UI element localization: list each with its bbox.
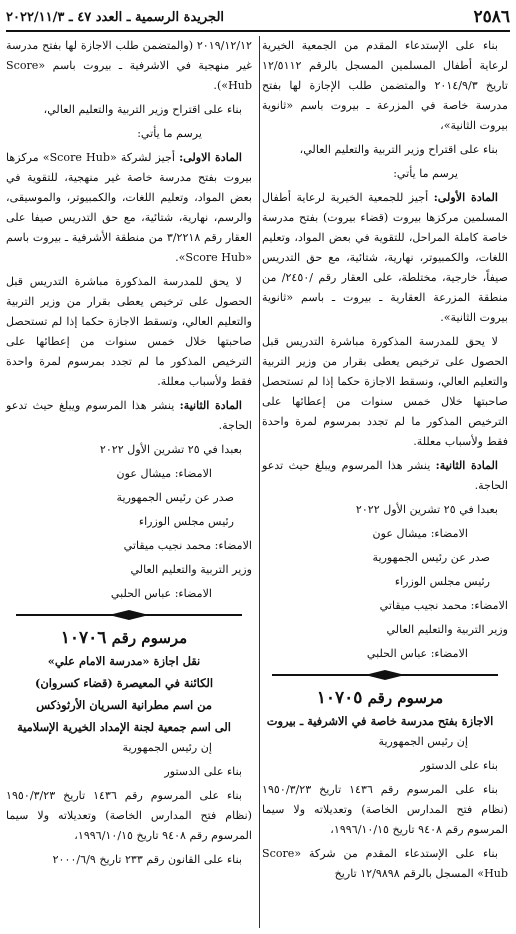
signature-line: الامضاء: ميشال عون (372, 527, 468, 540)
signature-line: رئيس مجلس الوزراء (394, 575, 490, 588)
left-column (6, 36, 252, 874)
article-text: ينشر هذا المرسوم ويبلغ حيث تدعو الحاجة. (262, 459, 508, 492)
paragraph: بناء على المرسوم رقم ١٤٣٦ تاريخ ١٩٥٠/٣/٢٣ (نظام فتح المدارس الخاصة) وتعديلاته ولا سيما المرسوم رقم ٩٤٠٨ تاريخ ١٩٩٦/١٠/١٥، (6, 789, 252, 842)
column-divider (259, 36, 260, 928)
article-label: المادة الأولى: (433, 191, 499, 204)
decree-title: مرسوم رقم ١٠٧٠٦ (60, 628, 188, 648)
article-1 (6, 148, 252, 268)
paragraph: يرسم ما يأتي: (137, 127, 202, 140)
decree-number: ١٠٧٠٦ (60, 628, 107, 648)
article-text: أجيز لشركة «Score Hub» مركزها بيروت بفتح مدرسة خاصة غير منهجية، للتقوية في بعض المواد، وتعليم اللغات، والكمبيوتر، والموسيقى، والرسم، نهارية، شتائية، مع حق التدريس صيفا على العقار رقم ٣/٢٢١٨ من منطقة الأشرفية ـ بيروت باسم «Score Hub». (6, 151, 252, 264)
date-line: بعبدا في ٢٥ تشرين الأول ٢٠٢٢ (99, 443, 242, 456)
signature-line: وزير التربية والتعليم العالي (386, 623, 508, 636)
article-1 (262, 188, 508, 328)
paragraph: إن رئيس الجمهورية (378, 735, 468, 748)
decree-subject: الى اسم جمعية لجنة الإمداد الخيرية الإسلامية (17, 720, 231, 734)
paragraph: بناء على اقتراح وزير التربية والتعليم العالي، (43, 103, 242, 116)
paragraph: لا يحق للمدرسة المذكورة مباشرة التدريس قبل الحصول على ترخيص يعطى بقرار من وزير التربية والتعليم العالي، وتسقط الاجازة حكما إذا لم تستحصل صاحبتها خلال خمس سنوات من إعطائها على الترخيص المذكور ما لم تجدد بمرسوم لمرة واحدة فقط ولأسباب معللة. (6, 275, 252, 388)
decree-subject: نقل اجازة «مدرسة الامام علي» (47, 654, 201, 668)
paragraph: بناء على اقتراح وزير التربية والتعليم العالي، (299, 143, 498, 156)
section-separator (262, 670, 508, 680)
paragraph: إن رئيس الجمهورية (122, 741, 212, 754)
paragraph: بناء على الإستدعاء المقدم من الجمعية الخيرية لرعاية أطفال المسلمين المسجل بالرقم ١٢/٥١١٢ تاريخ ٢٠١٤/٩/٣ والمتضمن طلب الإجازة لها بفتح مدرسة خاصة في المزرعة ـ بيروت باسم «ثانوية بيروت الثانية»، (262, 39, 508, 132)
signature-line: صدر عن رئيس الجمهورية (372, 551, 490, 564)
signature-line: رئيس مجلس الوزراء (138, 515, 234, 528)
signature-line: الامضاء: محمد نجيب ميقاتي (123, 539, 252, 552)
header-rule (6, 30, 510, 32)
article-label: المادة الاولى: (179, 151, 242, 164)
signature-line: وزير التربية والتعليم العالي (130, 563, 252, 576)
page-header (6, 6, 510, 28)
article-label: المادة الثانية: (179, 399, 242, 412)
paragraph: بناء على الإستدعاء المقدم من شركة «Score Hub» المسجل بالرقم ١٢/٩٨٩٨ تاريخ (262, 847, 508, 880)
article-2 (6, 396, 252, 436)
signature-line: الامضاء: ميشال عون (116, 467, 212, 480)
right-column (262, 36, 508, 888)
page-number: ٢٥٨٦ (473, 7, 510, 27)
paragraph: لا يحق للمدرسة المذكورة مباشرة التدريس قبل الحصول على ترخيص يعطى بقرار من وزير التربية والتعليم العالي، ونسقط الاجازة حكما إذا لم تستحصل صاحبتها خلال خمس سنوات من إعطائها على الترخيص المذكور ما لم تجدد بمرسوم لمرة واحدة فقط ولأسباب معللة. (262, 335, 508, 448)
date-line: بعبدا في ٢٥ تشرين الأول ٢٠٢٢ (355, 503, 498, 516)
paragraph: بناء على الدستور (420, 759, 498, 772)
article-label: المادة الثانية: (435, 459, 498, 472)
decree-number: ١٠٧٠٥ (316, 688, 363, 708)
paragraph: بناء على المرسوم رقم ١٤٣٦ تاريخ ١٩٥٠/٣/٢٣ (نظام فتح المدارس الخاصة) وتعديلاته ولا سيما المرسوم رقم ٩٤٠٨ تاريخ ١٩٩٦/١٠/١٥، (262, 783, 508, 836)
article-text: ينشر هذا المرسوم ويبلغ حيث تدعو الحاجة. (6, 399, 252, 432)
signature-line: الامضاء: عباس الحلبي (366, 647, 468, 660)
section-separator (6, 610, 252, 620)
signature-line: الامضاء: عباس الحلبي (110, 587, 212, 600)
decree-subject: الاجازة بفتح مدرسة خاصة في الاشرفية ـ بيروت (266, 714, 494, 728)
paragraph: بناء على القانون رقم ٢٣٣ تاريخ ٢٠٠٠/٦/٩ (52, 853, 242, 866)
article-text: أجيز للجمعية الخيرية لرعاية أطفال المسلمين مركزها بيروت (قضاء بيروت) بفتح مدرسة خاصة كاملة المراحل، للتقوية في بعض المواد، وتعليم اللغات، والكمبيوتر، نهارية، شتائية، مع حق التدريس صيفاً، خارجية، مختلطة، على العقار رقم /٢٤٥٠/ من منطقة المزرعة العقارية ـ بيروت ـ باسم «ثانوية بيروت الثانية». (262, 191, 508, 324)
decree-title: مرسوم رقم ١٠٧٠٥ (316, 688, 444, 708)
paragraph: يرسم ما يأتي: (393, 167, 458, 180)
article-2 (262, 456, 508, 496)
signature-line: الامضاء: محمد نجيب ميقاتي (379, 599, 508, 612)
paragraph: ٢٠١٩/١٢/١٢ (والمتضمن طلب الاجازة لها بفتح مدرسة غير منهجية في الاشرفية ـ بيروت باسم «Score Hub»). (6, 39, 252, 92)
decree-subject: من اسم مطرانية السريان الأرثوذكس (36, 698, 212, 712)
paragraph: بناء على الدستور (164, 765, 242, 778)
gazette-issue-line: الجريدة الرسمية ـ العدد ٤٧ ـ ٢٠٢٢/١١/٣ (6, 9, 225, 25)
signature-line: صدر عن رئيس الجمهورية (116, 491, 234, 504)
decree-subject: الكائنة في المعيصرة (قضاء كسروان) (34, 676, 214, 690)
